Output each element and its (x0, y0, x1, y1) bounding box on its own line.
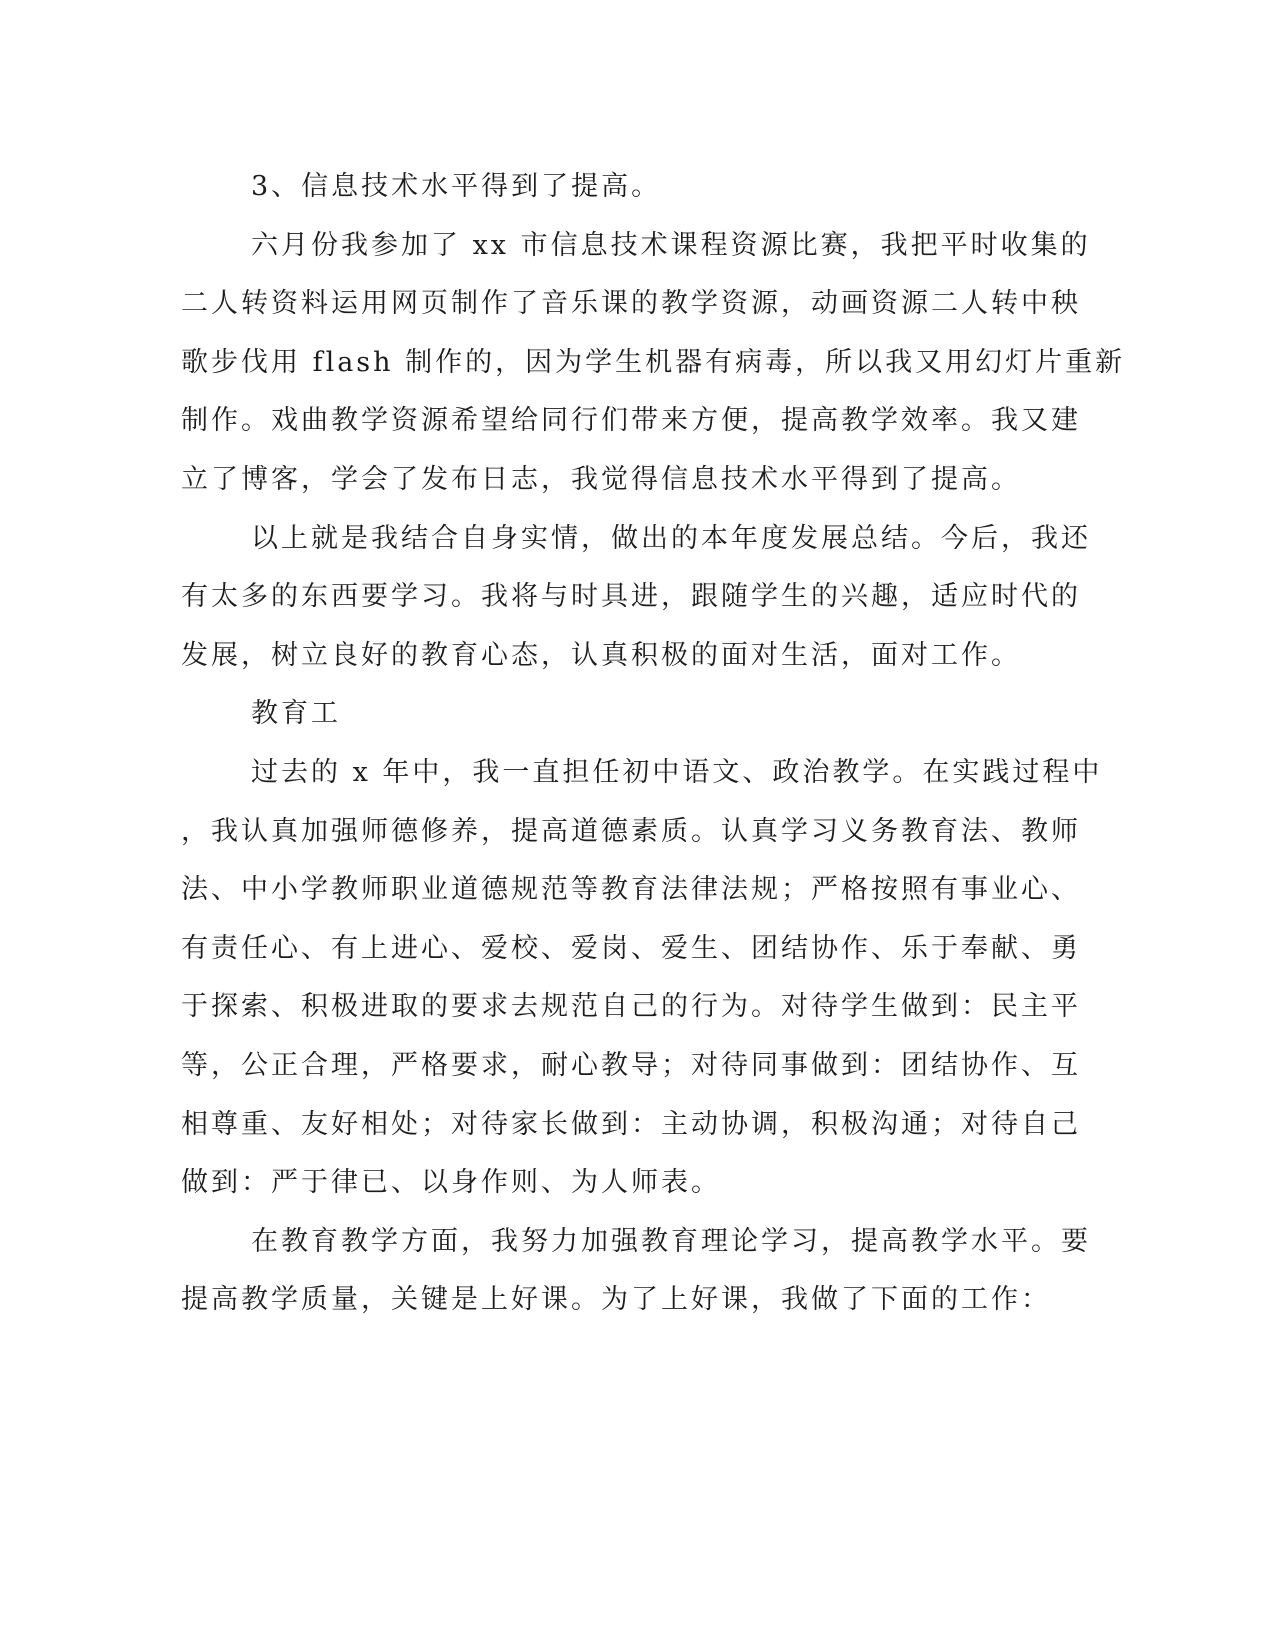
paragraph-line: 六月份我参加了 xx 市信息技术课程资源比赛，我把平时收集的 (251, 229, 1091, 261)
paragraph-line: 发展，树立良好的教育心态，认真积极的面对生活，面对工作。 (181, 639, 1021, 671)
paragraph-line: 立了博客，学会了发布日志，我觉得信息技术水平得到了提高。 (181, 463, 1021, 495)
paragraph-line: 等，公正合理，严格要求，耐心教导；对待同事做到：团结协作、互 (181, 1049, 1081, 1081)
paragraph-line: 法、中小学教师职业道德规范等教育法律法规；严格按照有事业心、 (181, 874, 1081, 906)
paragraph-line: 提高教学质量，关键是上好课。为了上好课，我做了下面的工作： (181, 1284, 1051, 1316)
paragraph-line: 过去的 x 年中，我一直担任初中语文、政治教学。在实践过程中 (251, 756, 1103, 788)
paragraph-line: 做到：严于律已、以身作则、为人师表。 (181, 1167, 721, 1199)
paragraph-line: ，我认真加强师德修养，提高道德素质。认真学习义务教育法、教师 (181, 815, 1081, 847)
paragraph-line: 二人转资料运用网页制作了音乐课的教学资源，动画资源二人转中秧 (181, 288, 1081, 320)
paragraph-line: 于探索、积极进取的要求去规范自己的行为。对待学生做到：民主平 (181, 991, 1081, 1023)
paragraph-line: 歌步伐用 flash 制作的，因为学生机器有病毒，所以我又用幻灯片重新 (181, 346, 1126, 378)
paragraph-line: 相尊重、友好相处；对待家长做到：主动协调，积极沟通；对待自己 (181, 1108, 1081, 1140)
paragraph-line: 有太多的东西要学习。我将与时具进，跟随学生的兴趣，适应时代的 (181, 581, 1081, 613)
section-heading: 3、信息技术水平得到了提高。 (251, 171, 662, 202)
paragraph-line: 制作。戏曲教学资源希望给同行们带来方便，提高教学效率。我又建 (181, 405, 1081, 437)
section-heading: 教育工 (251, 698, 341, 730)
document-body (181, 158, 1126, 1330)
paragraph-line: 有责任心、有上进心、爱校、爱岗、爱生、团结协作、乐于奉献、勇 (181, 932, 1081, 964)
paragraph-line: 以上就是我结合自身实情，做出的本年度发展总结。今后，我还 (251, 522, 1091, 554)
paragraph-line: 在教育教学方面，我努力加强教育理论学习，提高教学水平。要 (251, 1225, 1091, 1257)
